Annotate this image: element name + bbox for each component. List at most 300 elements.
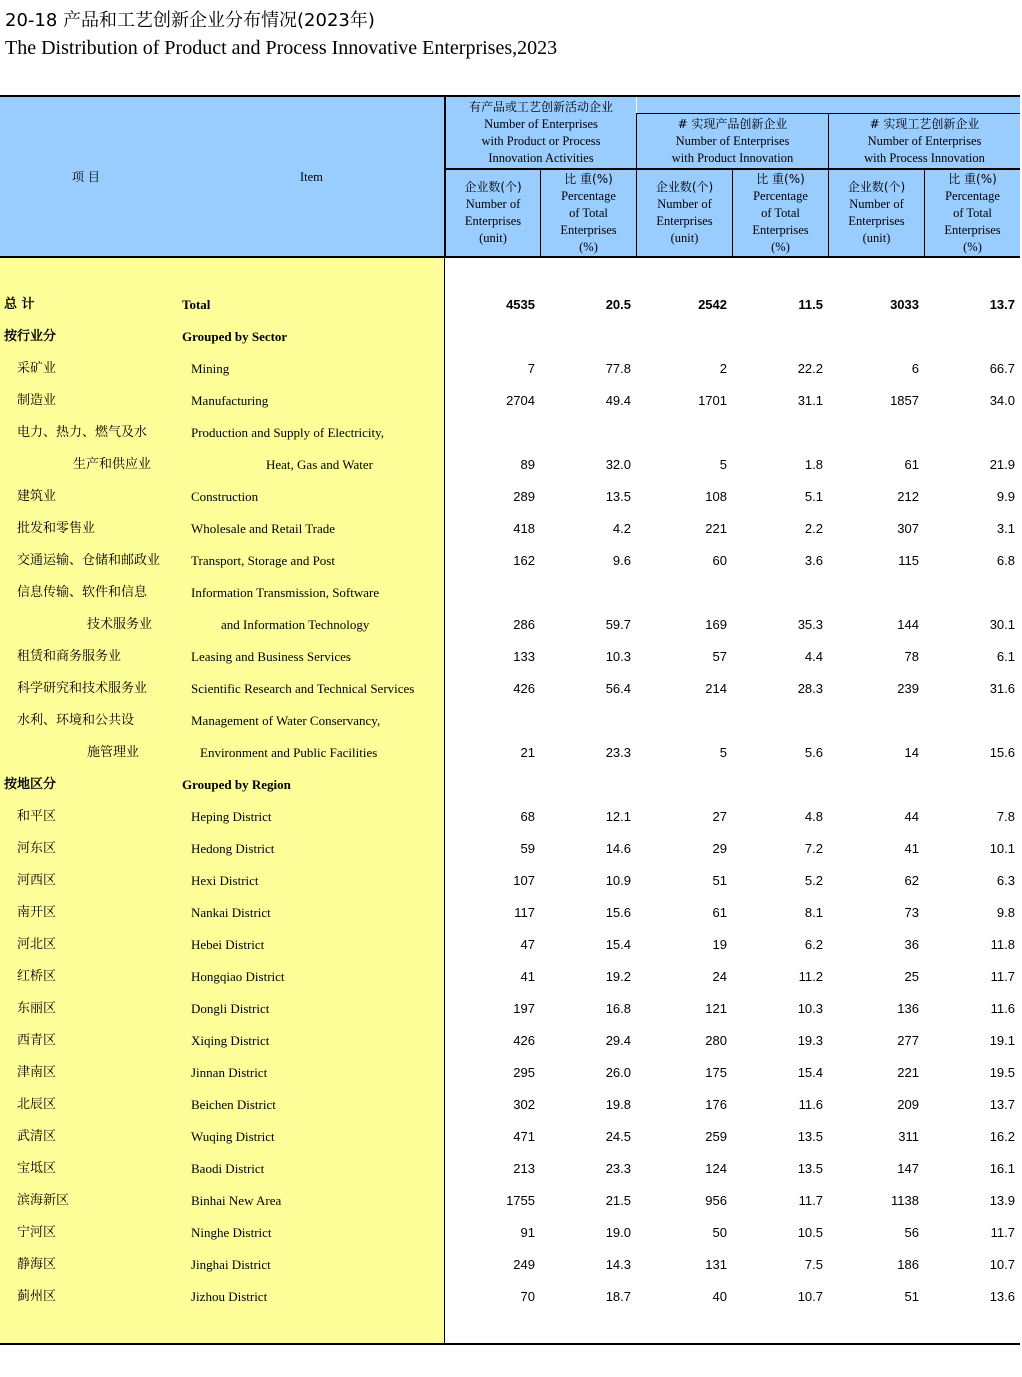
header-group-product-innovation — [637, 114, 828, 168]
row-value-col3: 57 — [712, 649, 727, 664]
row-label-cn: 交通运输、仓储和邮政业 — [17, 553, 161, 568]
group1-cn: 有产品或工艺创新活动企业 — [468, 99, 613, 114]
row-label-en: Manufacturing — [191, 393, 269, 408]
subheader-pct-3 — [925, 170, 1020, 256]
count-col-cn: 企业数(个) — [847, 180, 906, 194]
table-row — [0, 737, 1020, 769]
header-item-cell — [0, 97, 444, 256]
row-value-col3: 19 — [712, 937, 727, 952]
row-value-col5: 51 — [904, 1289, 919, 1304]
row-label-en: Binhai New Area — [191, 1193, 282, 1208]
row-value-col5: 115 — [898, 553, 919, 568]
row-value-col2: 12.1 — [605, 809, 631, 824]
row-value-col3: 40 — [712, 1289, 727, 1304]
row-value-col3: 221 — [705, 521, 727, 536]
table-row — [0, 289, 1020, 321]
row-label-cn: 东丽区 — [17, 1001, 57, 1016]
row-value-col2: 23.3 — [605, 1161, 631, 1176]
row-value-col4: 3.6 — [804, 553, 823, 568]
row-value-col3: 29 — [712, 841, 727, 856]
row-value-col6: 13.7 — [989, 297, 1015, 312]
row-value-col4: 4.4 — [804, 649, 823, 664]
row-value-col3: 5 — [719, 457, 727, 472]
row-label-en: Hedong District — [191, 841, 275, 856]
row-value-col2: 77.8 — [605, 361, 631, 376]
row-value-col5: 36 — [904, 937, 919, 952]
row-label-en: Management of Water Conservancy, — [191, 713, 381, 728]
row-value-col3: 5 — [719, 745, 727, 760]
row-value-col5: 44 — [904, 809, 919, 824]
row-value-col2: 21.5 — [605, 1193, 631, 1208]
row-value-col3: 108 — [705, 489, 727, 504]
pct-col-cn: 比 重(%) — [756, 171, 805, 186]
row-value-col3: 176 — [705, 1097, 727, 1112]
row-value-col6: 6.1 — [996, 649, 1015, 664]
row-label-en: Grouped by Sector — [182, 329, 288, 344]
row-value-col4: 11.6 — [798, 1097, 823, 1112]
row-value-col2: 49.4 — [605, 393, 631, 408]
row-value-col2: 19.0 — [605, 1225, 631, 1240]
pct-col-cn: 比 重(%) — [948, 171, 997, 186]
header-group-process-innovation — [829, 114, 1020, 168]
row-value-col5: 41 — [904, 841, 919, 856]
row-value-col1: 59 — [520, 841, 535, 856]
row-value-col2: 10.9 — [605, 873, 631, 888]
row-value-col6: 11.7 — [990, 969, 1015, 984]
row-value-col3: 2 — [719, 361, 727, 376]
pct-col-en1: Percentage — [945, 188, 1000, 203]
row-value-col4: 10.7 — [797, 1289, 823, 1304]
row-value-col4: 11.2 — [798, 969, 823, 984]
row-value-col2: 24.5 — [605, 1129, 631, 1144]
row-value-col3: 2542 — [698, 297, 727, 312]
pct-col-en4: (%) — [771, 239, 790, 254]
row-label-en: Beichen District — [191, 1097, 276, 1112]
row-label-en: Heping District — [191, 809, 272, 824]
row-value-col5: 239 — [897, 681, 919, 696]
row-label-cn: 按地区分 — [4, 777, 57, 792]
row-value-col3: 27 — [712, 809, 727, 824]
row-value-col1: 1755 — [506, 1193, 535, 1208]
pct-col-en3: Enterprises — [752, 222, 809, 237]
row-value-col4: 11.5 — [798, 297, 823, 312]
table-row — [0, 449, 1020, 481]
group2-cn: # 实现产品创新企业 — [677, 116, 788, 131]
table-row — [0, 1281, 1020, 1313]
row-value-col6: 9.9 — [996, 489, 1015, 504]
row-label-cn: 总 计 — [4, 297, 35, 312]
table-row — [0, 993, 1020, 1025]
row-label-en: Information Transmission, Software — [191, 585, 380, 600]
row-label-en: Transport, Storage and Post — [191, 553, 335, 568]
group2-en-line2: with Product Innovation — [671, 150, 794, 165]
pct-col-en3: Enterprises — [560, 222, 617, 237]
table-row — [0, 385, 1020, 417]
row-label-cn: 津南区 — [17, 1065, 57, 1080]
table-row — [0, 545, 1020, 577]
row-label-en: Mining — [191, 361, 230, 376]
row-label-cn: 河北区 — [17, 937, 57, 952]
row-value-col1: 162 — [513, 553, 535, 568]
row-label-en: Wuqing District — [191, 1129, 275, 1144]
row-value-col2: 14.6 — [605, 841, 631, 856]
row-value-col6: 11.6 — [990, 1001, 1015, 1016]
row-value-col1: 107 — [513, 873, 535, 888]
row-label-cn: 生产和供应业 — [73, 457, 152, 472]
row-label-en: Dongli District — [191, 1001, 270, 1016]
table-row — [0, 833, 1020, 865]
row-value-col3: 1701 — [698, 393, 727, 408]
row-value-col3: 61 — [712, 905, 727, 920]
row-value-col6: 7.8 — [996, 809, 1015, 824]
count-col-en3: (unit) — [670, 231, 699, 245]
row-label-en: Xiqing District — [191, 1033, 270, 1048]
count-col-cn: 企业数(个) — [655, 180, 714, 194]
row-value-col2: 23.3 — [605, 745, 631, 760]
table-row — [0, 673, 1020, 705]
row-value-col2: 15.6 — [605, 905, 631, 920]
row-value-col4: 2.2 — [804, 521, 823, 536]
row-value-col1: 91 — [520, 1225, 535, 1240]
group3-en-line2: with Process Innovation — [864, 150, 985, 165]
row-value-col4: 4.8 — [804, 809, 823, 824]
row-value-col1: 89 — [520, 457, 535, 472]
row-label-cn: 河西区 — [17, 873, 57, 888]
row-value-col5: 307 — [897, 521, 919, 536]
row-value-col2: 14.3 — [605, 1257, 631, 1272]
row-value-col1: 418 — [513, 521, 535, 536]
row-value-col5: 73 — [904, 905, 919, 920]
row-value-col4: 5.6 — [804, 745, 823, 760]
table-row — [0, 961, 1020, 993]
table-row — [0, 1121, 1020, 1153]
row-value-col4: 31.1 — [797, 393, 823, 408]
row-value-col2: 56.4 — [605, 681, 631, 696]
row-label-cn: 采矿业 — [17, 361, 57, 376]
row-label-en: Jizhou District — [191, 1289, 268, 1304]
subheader-count-2 — [637, 170, 732, 256]
row-value-col6: 6.3 — [996, 873, 1015, 888]
table-row — [0, 321, 1020, 353]
row-value-col6: 16.1 — [989, 1161, 1015, 1176]
table-row — [0, 609, 1020, 641]
row-value-col3: 50 — [712, 1225, 727, 1240]
row-value-col3: 124 — [705, 1161, 727, 1176]
row-label-cn: 制造业 — [17, 393, 57, 408]
row-value-col4: 8.1 — [804, 905, 823, 920]
row-label-en: Jinghai District — [191, 1257, 271, 1272]
row-value-col2: 13.5 — [605, 489, 631, 504]
row-value-col6: 34.0 — [989, 393, 1015, 408]
row-value-col5: 212 — [897, 489, 919, 504]
row-value-col1: 117 — [514, 905, 535, 920]
group1-en-line3: Innovation Activities — [488, 150, 594, 165]
row-label-cn: 滨海新区 — [17, 1193, 70, 1208]
row-value-col3: 956 — [705, 1193, 727, 1208]
row-value-col5: 6 — [911, 361, 919, 376]
table-row — [0, 1185, 1020, 1217]
row-label-cn: 科学研究和技术服务业 — [17, 681, 148, 696]
row-value-col4: 13.5 — [797, 1129, 823, 1144]
table-row — [0, 769, 1020, 801]
row-value-col5: 14 — [904, 745, 919, 760]
row-value-col3: 214 — [705, 681, 727, 696]
page-title-en: The Distribution of Product and Process Innovative Enterprises,2023 — [5, 37, 558, 59]
row-value-col1: 302 — [513, 1097, 535, 1112]
header-group-innovation-activities — [446, 97, 636, 168]
header-item-cn: 项 目 — [72, 170, 100, 184]
row-value-col4: 1.8 — [804, 457, 823, 472]
row-label-en: Total — [182, 297, 211, 312]
row-value-col1: 213 — [513, 1161, 535, 1176]
table-row — [0, 1057, 1020, 1089]
table-bottom-rule — [0, 1343, 1020, 1345]
row-label-cn: 武清区 — [17, 1129, 57, 1144]
row-label-en: Baodi District — [191, 1161, 265, 1176]
row-value-col3: 280 — [705, 1033, 727, 1048]
pct-col-en2: of Total — [761, 205, 800, 220]
subheader-count-1 — [446, 170, 540, 256]
row-value-col5: 221 — [897, 1065, 919, 1080]
row-value-col2: 20.5 — [605, 297, 631, 312]
subheader-count-3 — [829, 170, 924, 256]
row-value-col1: 426 — [513, 681, 535, 696]
row-value-col2: 10.3 — [605, 649, 631, 664]
row-value-col4: 7.5 — [804, 1257, 823, 1272]
count-col-en3: (unit) — [862, 231, 891, 245]
row-value-col2: 26.0 — [605, 1065, 631, 1080]
row-value-col6: 6.8 — [996, 553, 1015, 568]
row-value-col5: 61 — [904, 457, 919, 472]
row-value-col2: 29.4 — [605, 1033, 631, 1048]
row-value-col6: 9.8 — [996, 905, 1015, 920]
row-label-cn: 和平区 — [17, 809, 57, 824]
row-label-cn: 西青区 — [17, 1033, 57, 1048]
header-item-en: Item — [300, 170, 323, 184]
row-label-cn: 宁河区 — [17, 1225, 57, 1240]
row-value-col4: 13.5 — [797, 1161, 823, 1176]
row-label-en: Production and Supply of Electricity, — [191, 425, 385, 440]
row-label-en: Wholesale and Retail Trade — [191, 521, 336, 536]
row-label-cn: 河东区 — [17, 841, 57, 856]
row-label-en: Leasing and Business Services — [191, 649, 351, 664]
row-label-cn: 信息传输、软件和信息 — [17, 585, 148, 600]
row-value-col2: 32.0 — [605, 457, 631, 472]
table-header — [0, 95, 1020, 257]
table-row — [0, 1089, 1020, 1121]
table-row — [0, 1153, 1020, 1185]
row-value-col5: 62 — [904, 873, 919, 888]
row-label-cn: 租赁和商务服务业 — [17, 649, 122, 664]
row-value-col1: 426 — [513, 1033, 535, 1048]
row-value-col6: 19.1 — [989, 1033, 1015, 1048]
group3-en-line1: Number of Enterprises — [867, 133, 982, 148]
row-value-col4: 10.3 — [797, 1001, 823, 1016]
row-value-col4: 11.7 — [798, 1193, 823, 1208]
subheader-pct-1 — [541, 170, 636, 256]
row-value-col6: 11.8 — [990, 937, 1015, 952]
row-label-en: Environment and Public Facilities — [200, 745, 378, 760]
row-value-col5: 78 — [904, 649, 919, 664]
row-value-col4: 35.3 — [797, 617, 823, 632]
row-value-col6: 13.7 — [989, 1097, 1015, 1112]
row-label-en: Construction — [191, 489, 259, 504]
row-value-col3: 121 — [705, 1001, 727, 1016]
row-value-col2: 19.2 — [605, 969, 631, 984]
table-row — [0, 641, 1020, 673]
row-value-col5: 186 — [897, 1257, 919, 1272]
table-row — [0, 1249, 1020, 1281]
row-value-col3: 131 — [705, 1257, 727, 1272]
row-value-col1: 471 — [513, 1129, 535, 1144]
row-value-col4: 22.2 — [797, 361, 823, 376]
row-value-col6: 3.1 — [996, 521, 1015, 536]
row-value-col6: 15.6 — [989, 745, 1015, 760]
table-row — [0, 1217, 1020, 1249]
row-label-en: Ninghe District — [191, 1225, 272, 1240]
row-value-col5: 1857 — [890, 393, 919, 408]
row-value-col1: 249 — [513, 1257, 535, 1272]
header-filler — [637, 97, 1020, 113]
row-label-en: Jinnan District — [191, 1065, 268, 1080]
row-value-col3: 175 — [705, 1065, 727, 1080]
row-value-col6: 13.9 — [989, 1193, 1015, 1208]
row-label-en: Heat, Gas and Water — [266, 457, 374, 472]
row-value-col6: 31.6 — [989, 681, 1015, 696]
row-label-cn: 施管理业 — [87, 745, 140, 760]
row-label-cn: 按行业分 — [4, 329, 57, 344]
table-row — [0, 513, 1020, 545]
count-col-en2: Enterprises — [848, 214, 905, 228]
row-value-col2: 16.8 — [605, 1001, 631, 1016]
row-label-en: and Information Technology — [221, 617, 370, 632]
table-row — [0, 577, 1020, 609]
row-value-col1: 41 — [520, 969, 535, 984]
row-value-col4: 28.3 — [797, 681, 823, 696]
row-value-col3: 24 — [712, 969, 727, 984]
row-label-en: Hebei District — [191, 937, 265, 952]
row-label-cn: 南开区 — [17, 905, 57, 920]
table-row — [0, 929, 1020, 961]
row-value-col6: 13.6 — [989, 1289, 1015, 1304]
count-col-en1: Number of — [657, 197, 712, 211]
row-value-col2: 18.7 — [605, 1289, 631, 1304]
row-value-col5: 136 — [897, 1001, 919, 1016]
row-value-col6: 10.7 — [989, 1257, 1015, 1272]
row-label-cn: 电力、热力、燃气及水 — [17, 425, 148, 440]
row-label-cn: 技术服务业 — [87, 617, 153, 632]
row-value-col2: 59.7 — [605, 617, 631, 632]
group3-cn: # 实现工艺创新企业 — [869, 116, 980, 131]
row-value-col5: 25 — [904, 969, 919, 984]
row-value-col4: 19.3 — [797, 1033, 823, 1048]
count-col-en3: (unit) — [479, 231, 507, 245]
pct-col-en3: Enterprises — [944, 222, 1001, 237]
table-row — [0, 897, 1020, 929]
table-row — [0, 481, 1020, 513]
page-title-cn: 20-18 产品和工艺创新企业分布情况(2023年) — [5, 10, 375, 31]
row-value-col4: 5.1 — [804, 489, 823, 504]
row-label-cn: 静海区 — [17, 1257, 57, 1272]
pct-col-en1: Percentage — [561, 188, 616, 203]
table-row — [0, 1025, 1020, 1057]
table-row — [0, 705, 1020, 737]
row-value-col1: 295 — [513, 1065, 535, 1080]
row-value-col5: 56 — [904, 1225, 919, 1240]
pct-col-en2: of Total — [953, 205, 992, 220]
row-label-en: Nankai District — [191, 905, 271, 920]
row-value-col2: 15.4 — [605, 937, 631, 952]
group2-en-line1: Number of Enterprises — [675, 133, 790, 148]
row-value-col1: 7 — [527, 361, 535, 376]
row-value-col4: 7.2 — [804, 841, 823, 856]
count-col-en2: Enterprises — [464, 214, 522, 228]
row-value-col2: 19.8 — [605, 1097, 631, 1112]
row-value-col2: 9.6 — [612, 553, 631, 568]
pct-col-en2: of Total — [569, 205, 608, 220]
row-value-col1: 68 — [520, 809, 535, 824]
row-label-cn: 建筑业 — [17, 489, 57, 504]
pct-col-en4: (%) — [963, 239, 982, 254]
row-label-cn: 宝坻区 — [17, 1161, 57, 1176]
row-value-col3: 60 — [712, 553, 727, 568]
row-value-col6: 66.7 — [989, 361, 1015, 376]
row-value-col5: 311 — [898, 1129, 919, 1144]
row-value-col6: 19.5 — [989, 1065, 1015, 1080]
subheader-pct-2 — [733, 170, 828, 256]
row-value-col6: 10.1 — [989, 841, 1015, 856]
row-value-col1: 286 — [513, 617, 535, 632]
row-value-col1: 289 — [513, 489, 535, 504]
table-row — [0, 865, 1020, 897]
pct-col-cn: 比 重(%) — [564, 171, 613, 186]
count-col-en1: Number of — [849, 197, 904, 211]
row-label-en: Hexi District — [191, 873, 259, 888]
row-value-col5: 3033 — [890, 297, 919, 312]
row-value-col4: 6.2 — [804, 937, 823, 952]
group1-en-line1: Number of Enterprises — [484, 116, 598, 131]
row-value-col3: 169 — [705, 617, 727, 632]
pct-col-en4: (%) — [579, 239, 598, 254]
row-value-col3: 259 — [705, 1129, 727, 1144]
row-value-col5: 277 — [897, 1033, 919, 1048]
row-value-col1: 70 — [520, 1289, 535, 1304]
row-value-col6: 30.1 — [989, 617, 1015, 632]
row-label-cn: 批发和零售业 — [17, 521, 96, 536]
row-value-col5: 144 — [897, 617, 919, 632]
row-label-en: Grouped by Region — [182, 777, 291, 792]
row-value-col2: 4.2 — [612, 521, 631, 536]
table-row — [0, 417, 1020, 449]
group1-en-line2: with Product or Process — [481, 133, 601, 148]
table-row — [0, 801, 1020, 833]
row-label-cn: 蓟州区 — [17, 1289, 57, 1304]
row-label-en: Scientific Research and Technical Services — [191, 681, 415, 696]
row-value-col1: 47 — [520, 937, 535, 952]
row-value-col6: 11.7 — [990, 1225, 1015, 1240]
row-value-col6: 21.9 — [989, 457, 1015, 472]
row-value-col5: 209 — [897, 1097, 919, 1112]
row-value-col4: 10.5 — [797, 1225, 823, 1240]
row-value-col5: 147 — [897, 1161, 919, 1176]
row-value-col1: 133 — [513, 649, 535, 664]
row-value-col3: 51 — [712, 873, 727, 888]
row-value-col1: 2704 — [506, 393, 535, 408]
table-row — [0, 353, 1020, 385]
row-value-col5: 1138 — [891, 1193, 919, 1208]
row-value-col1: 197 — [513, 1001, 535, 1016]
row-label-cn: 红桥区 — [17, 969, 57, 984]
